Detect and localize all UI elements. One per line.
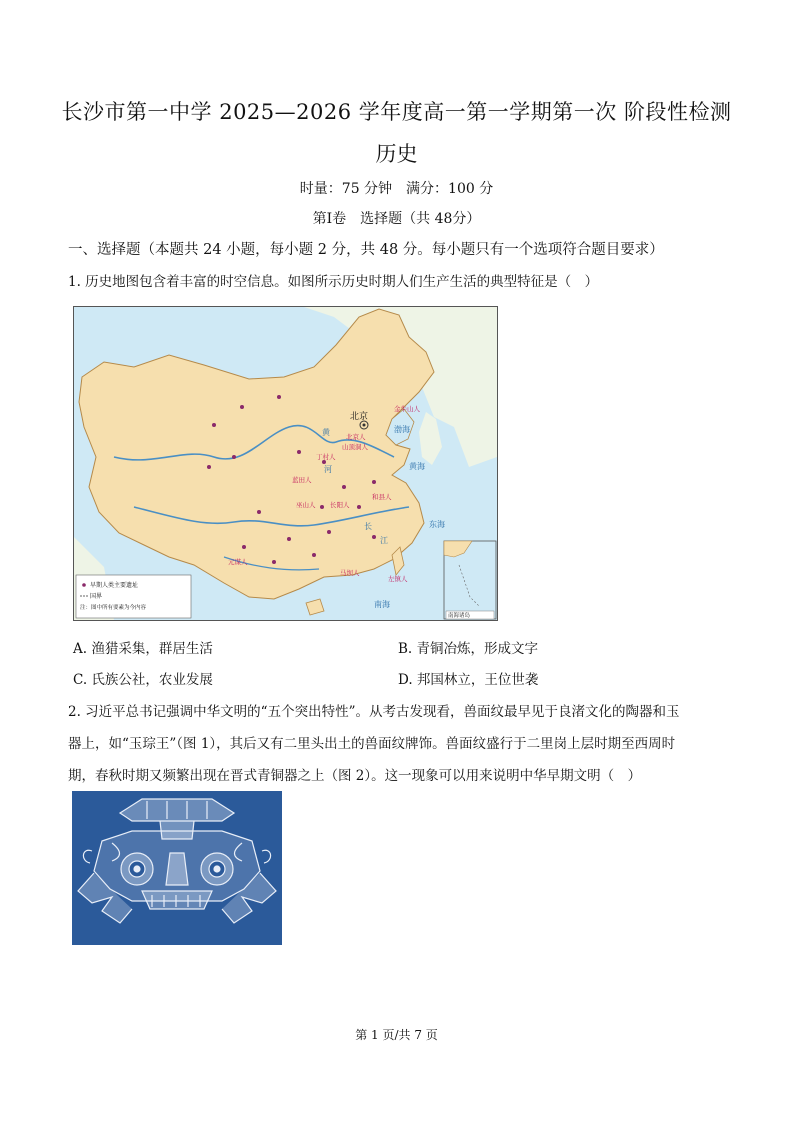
- site-label: 和县人: [372, 493, 392, 501]
- map-legend: [76, 575, 191, 618]
- legend-border: 国界: [90, 593, 103, 600]
- section-heading: 一、选择题（本题共 24 小题，每小题 2 分，共 48 分。每小题只有一个选项符合题目要求）: [68, 242, 664, 258]
- beast-face-pattern-figure: [72, 791, 282, 945]
- full-score: 满分：100 分: [406, 181, 494, 197]
- q2-line-2: 器上，如“玉琮王”（图 1），其后又有二里头出土的兽面纹牌饰。兽面纹盛行于二里岗上层时期至西周时: [68, 736, 676, 752]
- river-label: 黄: [322, 428, 330, 437]
- q1-option-d[interactable]: D. 邦国林立，王位世袭: [398, 672, 539, 688]
- q1-option-c[interactable]: C. 氏族公社，农业发展: [73, 672, 213, 688]
- site-label: 蓝田人: [292, 476, 312, 484]
- time-limit: 时量：75 分钟: [299, 181, 393, 197]
- q2-line-3: 期，春秋时期又频繁出现在晋式青铜器之上（图 2）。这一现象可以用来说明中华早期文明（ ）: [68, 768, 642, 784]
- site-label: 北京人: [346, 433, 366, 441]
- river-label: 河: [324, 465, 332, 474]
- site-label: 元谋人: [228, 558, 248, 566]
- river-label: 江: [380, 536, 388, 545]
- exam-title: 长沙市第一中学 2025—2026 学年度高一第一学期第一次 阶段性检测: [61, 100, 732, 124]
- river-label: 长: [364, 522, 372, 531]
- site-label: 左镇人: [388, 575, 408, 583]
- site-label: 金牛山人: [394, 405, 420, 413]
- south-china-sea-inset: [444, 541, 496, 619]
- china-map-figure: [73, 306, 498, 621]
- legend-sites: 早期人类主要遗址: [90, 582, 139, 589]
- inset-label: 南海诸岛: [448, 613, 471, 619]
- site-label: 马坝人: [340, 569, 360, 577]
- page-footer: 第 1 页/共 7 页: [355, 1028, 438, 1042]
- site-label: 巫山人: [296, 501, 316, 509]
- subject-title: 历史: [375, 142, 418, 166]
- site-label: 长阳人: [330, 501, 350, 509]
- q1-option-b[interactable]: B. 青铜冶炼，形成文字: [398, 641, 539, 657]
- question-2-stem: [68, 696, 728, 792]
- volume-heading: 第Ⅰ卷 选择题（共 48分）: [312, 211, 481, 227]
- taotie-mask-image: [72, 791, 282, 945]
- sea-label: 南海: [374, 600, 390, 609]
- legend-note: 注：图中所有要素为今内容: [80, 605, 147, 611]
- site-label: 丁村人: [316, 453, 336, 461]
- sea-label: 东海: [429, 520, 445, 529]
- china-map: [74, 307, 497, 620]
- exam-meta: [0, 178, 793, 198]
- question-1-stem: 1. 历史地图包含着丰富的时空信息。如图所示历史时期人们生产生活的典型特征是（ ）: [68, 274, 599, 290]
- q1-option-a[interactable]: A. 渔猎采集，群居生活: [73, 641, 213, 657]
- capital-label: 北京: [350, 412, 369, 422]
- sea-label: 渤海: [394, 425, 410, 434]
- site-label: 山顶洞人: [342, 443, 368, 451]
- q2-line-1: 2. 习近平总书记强调中华文明的“五个突出特性”。从考古发现看，兽面纹最早见于良渚文化的陶器和玉: [68, 704, 680, 720]
- sea-label: 黄海: [409, 462, 425, 471]
